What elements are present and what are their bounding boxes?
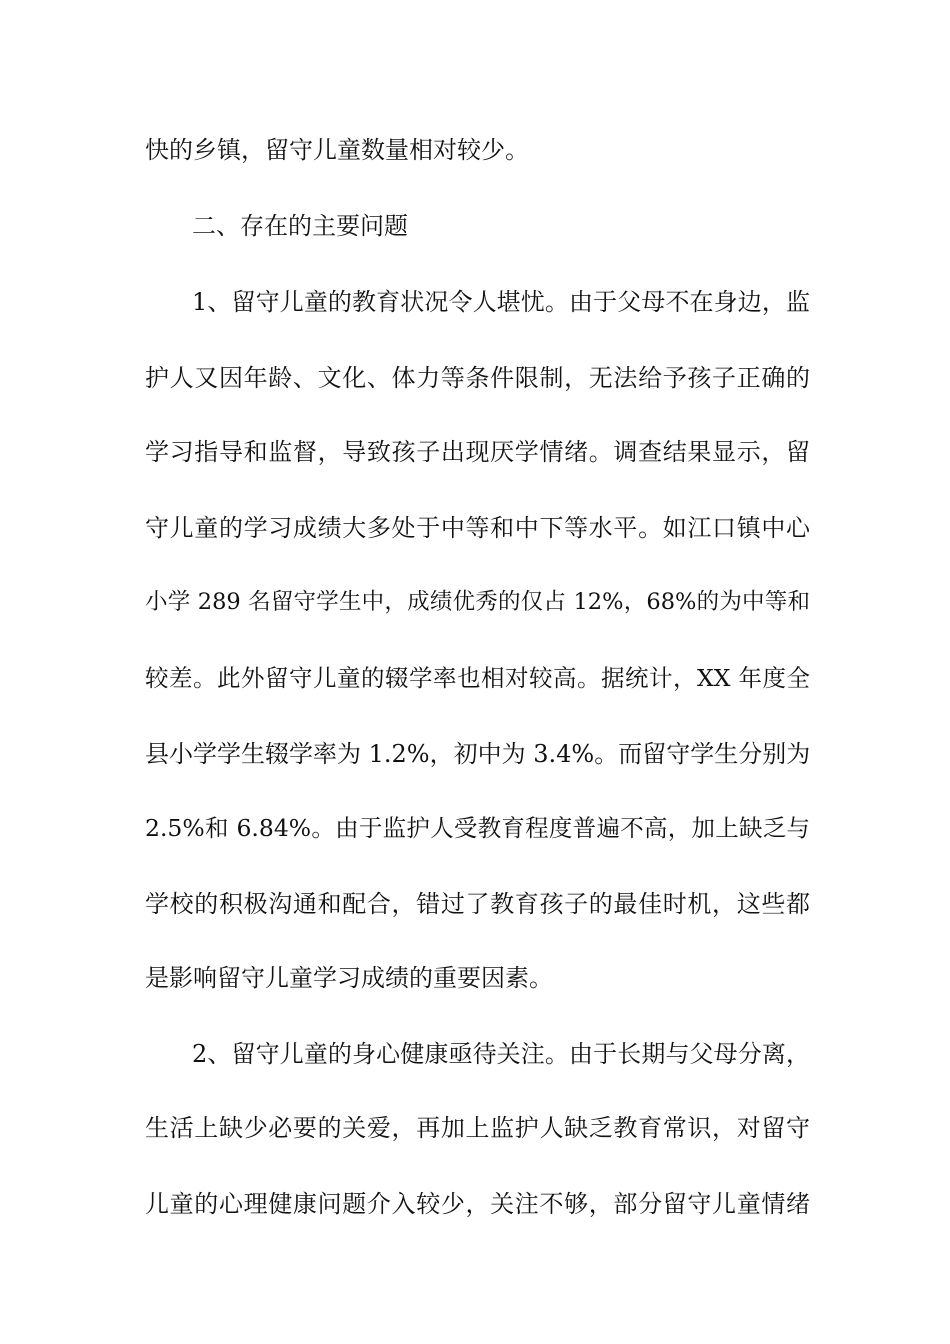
text-line-15: 儿童的心理健康问题介入较少，关注不够，部分留守儿童情绪 [145,1190,810,1218]
text-line-5: 学习指导和监督，导致孩子出现厌学情绪。调查结果显示，留 [145,438,810,466]
text-line-3: 1、留守儿童的教育状况令人堪忧。由于父母不在身边，监 [192,288,810,316]
text-line-13: 2、留守儿童的身心健康亟待关注。由于长期与父母分离， [192,1040,810,1068]
text-line-11: 学校的积极沟通和配合，错过了教育孩子的最佳时机，这些都 [145,890,810,918]
text-line-12: 是影响留守儿童学习成绩的重要因素。 [145,964,553,992]
text-line-7: 小学 289 名留守学生中，成绩优秀的仅占 12%，68%的为中等和 [145,589,810,615]
text-line-10: 2.5%和 6.84%。由于监护人受教育程度普遍不高，加上缺乏与 [145,814,810,842]
text-line-6: 守儿童的学习成绩大多处于中等和中下等水平。如江口镇中心 [145,514,810,542]
text-line-14: 生活上缺少必要的关爱，再加上监护人缺乏教育常识，对留守 [145,1114,810,1142]
text-line-1: 快的乡镇，留守儿童数量相对较少。 [145,136,529,164]
section-heading: 二、存在的主要问题 [192,212,408,240]
text-line-4: 护人又因年龄、文化、体力等条件限制，无法给予孩子正确的 [145,364,810,392]
text-line-9: 县小学学生辍学率为 1.2%，初中为 3.4%。而留守学生分别为 [145,740,811,768]
text-line-8: 较差。此外留守儿童的辍学率也相对较高。据统计，XX 年度全 [145,664,810,692]
